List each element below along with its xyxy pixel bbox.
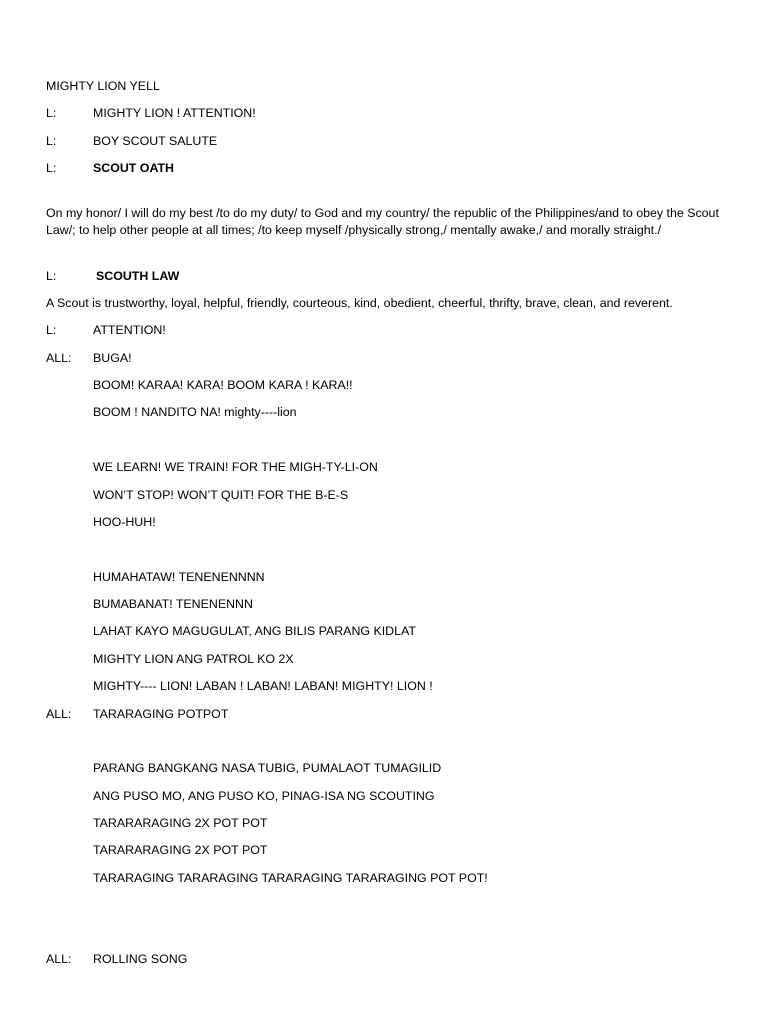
script-line <box>0 349 768 367</box>
section-heading-scout-oath: SCOUT OATH <box>93 161 174 175</box>
line-text: PARANG BANGKANG NASA TUBIG, PUMALAOT TUMAGILID <box>93 761 442 775</box>
script-line <box>0 869 768 887</box>
line-text: BUGA! <box>93 351 132 365</box>
speaker-label: L: <box>46 106 57 120</box>
line-text: WON’T STOP! WON’T QUIT! FOR THE B-E-S <box>93 488 349 502</box>
speaker-label: L: <box>46 269 57 283</box>
speaker-label: ALL: <box>46 351 72 365</box>
script-line <box>0 841 768 859</box>
script-line <box>0 458 768 476</box>
script-line <box>0 705 768 723</box>
scout-law-line <box>0 294 768 312</box>
script-line <box>0 267 768 285</box>
line-text: BOOM! KARAA! KARA! BOOM KARA ! KARA!! <box>93 378 353 392</box>
script-line <box>0 950 768 968</box>
script-line <box>0 104 768 122</box>
line-text: BUMABANAT! TENENENNN <box>93 597 253 611</box>
yell-title: MIGHTY LION YELL <box>46 79 160 93</box>
line-text: MIGHTY---- LION! LABAN ! LABAN! LABAN! MIGHTY! LION ! <box>93 679 433 693</box>
line-text: TARARAGING TARARAGING TARARAGING TARARAGING POT POT! <box>93 871 488 885</box>
script-line <box>0 159 768 177</box>
script-line <box>0 513 768 531</box>
speaker-label: L: <box>46 161 57 175</box>
speaker-label: L: <box>46 323 57 337</box>
line-text: MIGHTY LION ANG PATROL KO 2X <box>93 652 294 666</box>
line-text: ATTENTION! <box>93 323 166 337</box>
line-text: WE LEARN! WE TRAIN! FOR THE MIGH-TY-LI-ON <box>93 460 378 474</box>
speaker-label: ALL: <box>46 707 72 721</box>
line-text: HOO-HUH! <box>93 515 156 529</box>
line-text: BOOM ! NANDITO NA! mighty----lion <box>93 405 297 419</box>
script-line <box>0 568 768 586</box>
line-text: LAHAT KAYO MAGUGULAT, ANG BILIS PARANG KIDLAT <box>93 624 416 638</box>
script-line <box>0 376 768 394</box>
script-line <box>0 759 768 777</box>
line-text: ANG PUSO MO, ANG PUSO KO, PINAG-ISA NG SCOUTING <box>93 789 435 803</box>
scout-oath-paragraph: On my honor/ I will do my best /to do my duty/ to God and my country/ the republic of the Philippines/and to obey the Scout Law/; to help other people at all times; /to keep myself /physically strong,/ mentally awake,/ and morally straight./ <box>46 206 719 238</box>
line-text: MIGHTY LION ! ATTENTION! <box>93 106 256 120</box>
line-text: TARARARAGING 2X POT POT <box>93 843 268 857</box>
script-line <box>0 321 768 339</box>
script-line <box>0 595 768 613</box>
line-text: TARARARAGING 2X POT POT <box>93 816 268 830</box>
script-line <box>0 132 768 150</box>
line-text: ROLLING SONG <box>93 952 188 966</box>
line-text: TARARAGING POTPOT <box>93 707 229 721</box>
script-line <box>0 814 768 832</box>
script-line <box>0 486 768 504</box>
line-text: HUMAHATAW! TENENENNNN <box>93 570 265 584</box>
scout-law-text: A Scout is trustworthy, loyal, helpful, friendly, courteous, kind, obedient, cheerful, thrifty, brave, clean, and reverent. <box>46 296 673 310</box>
script-line <box>0 403 768 421</box>
script-line <box>0 677 768 695</box>
script-line <box>0 787 768 805</box>
script-line <box>0 622 768 640</box>
section-heading-scout-law: SCOUTH LAW <box>96 269 180 283</box>
yell-title-line <box>0 77 768 95</box>
speaker-label: ALL: <box>46 952 72 966</box>
script-line <box>0 650 768 668</box>
speaker-label: L: <box>46 134 57 148</box>
line-text: BOY SCOUT SALUTE <box>93 134 218 148</box>
